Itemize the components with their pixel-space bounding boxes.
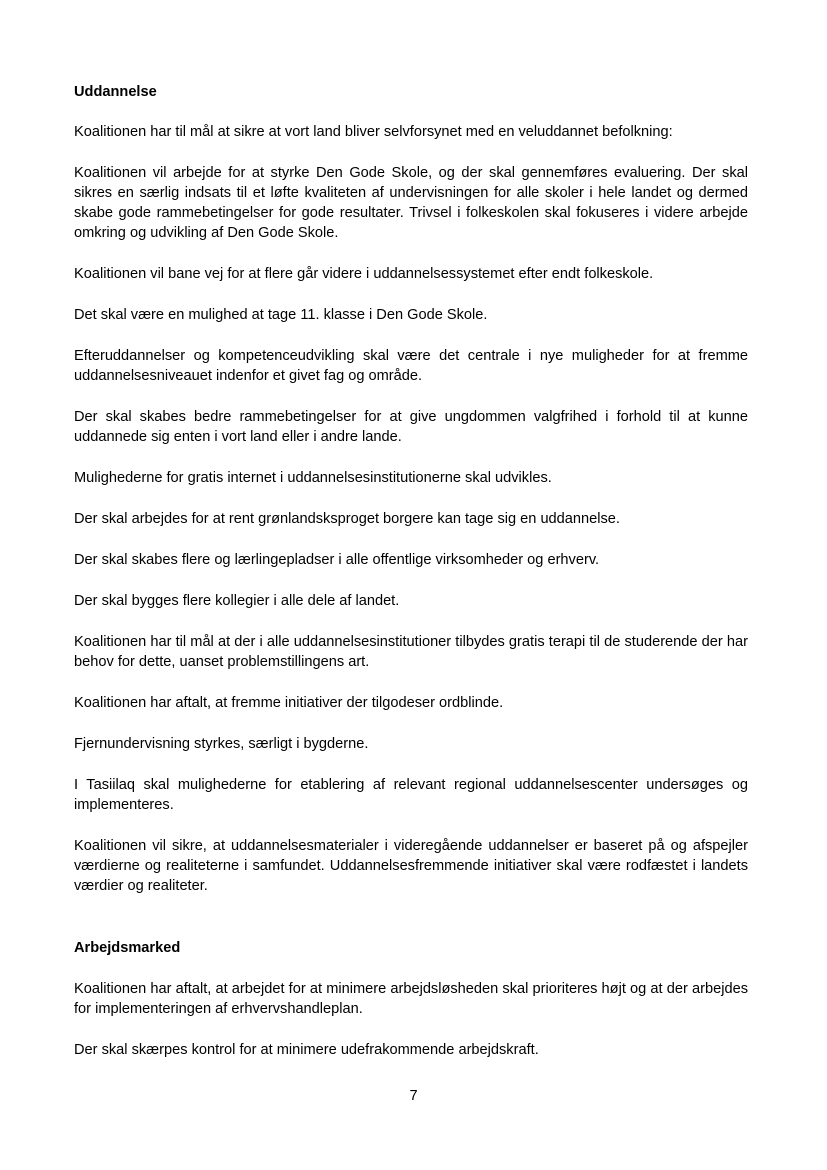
paragraph: Der skal skabes flere og lærlingepladser i alle offentlige virksomheder og erhverv. [74,552,600,568]
paragraph: I Tasiilaq skal mulighederne for etablering af relevant regional uddannelsescenter undersøges og implementeres. [74,777,748,813]
paragraph: Koalitionen har til mål at der i alle uddannelsesinstitutioner tilbydes gratis terapi til de studerende der har behov for dette, uanset problemstillingens art. [74,634,748,670]
document-page [74,82,748,1060]
paragraph: Koalitionen har aftalt, at fremme initiativer der tilgodeser ordblinde. [74,695,504,711]
paragraph: Koalitionen vil arbejde for at styrke Den Gode Skole, og der skal gennemføres evaluering. Der skal sikres en særlig indsats til et løfte kvaliteten af undervisningen for alle skoler i hele landet og dermed skabe gode rammebetingelser for gode resultater. Trivsel i folkeskolen skal fokuseres i videre arbejde omkring og udvikling af Den Gode Skole. [74,165,748,241]
paragraph: Efteruddannelser og kompetenceudvikling skal være det centrale i nye muligheder for at fremme uddannelsesniveauet indenfor et givet fag og område. [74,348,748,384]
paragraph: Koalitionen vil bane vej for at flere går videre i uddannelsessystemet efter endt folkeskole. [74,266,654,282]
page-number: 7 [409,1088,418,1104]
paragraph: Koalitionen vil sikre, at uddannelsesmaterialer i videregående uddannelser er baseret på og afspejler værdierne og realiteterne i samfundet. Uddannelsesfremmende initiativer skal være rodfæstet i landets værdier og realiteter. [74,838,748,894]
section-heading-arbejdsmarked: Arbejdsmarked [74,940,181,956]
paragraph: Det skal være en mulighed at tage 11. klasse i Den Gode Skole. [74,307,488,323]
paragraph: Fjernundervisning styrkes, særligt i bygderne. [74,736,369,752]
paragraph: Koalitionen har aftalt, at arbejdet for at minimere arbejdsløsheden skal prioriteres højt og at der arbejdes for implementeringen af erhvervshandleplan. [74,981,748,1017]
paragraph: Mulighederne for gratis internet i uddannelsesinstitutionerne skal udvikles. [74,470,552,486]
paragraph: Der skal skabes bedre rammebetingelser for at give ungdommen valgfrihed i forhold til at kunne uddannede sig enten i vort land eller i andre lande. [74,409,748,445]
section-heading-uddannelse: Uddannelse [74,84,157,100]
paragraph: Koalitionen har til mål at sikre at vort land bliver selvforsynet med en veluddannet befolkning: [74,124,673,140]
paragraph: Der skal arbejdes for at rent grønlandsksproget borgere kan tage sig en uddannelse. [74,511,620,527]
paragraph: Der skal skærpes kontrol for at minimere udefrakommende arbejdskraft. [74,1042,539,1058]
paragraph: Der skal bygges flere kollegier i alle dele af landet. [74,593,400,609]
